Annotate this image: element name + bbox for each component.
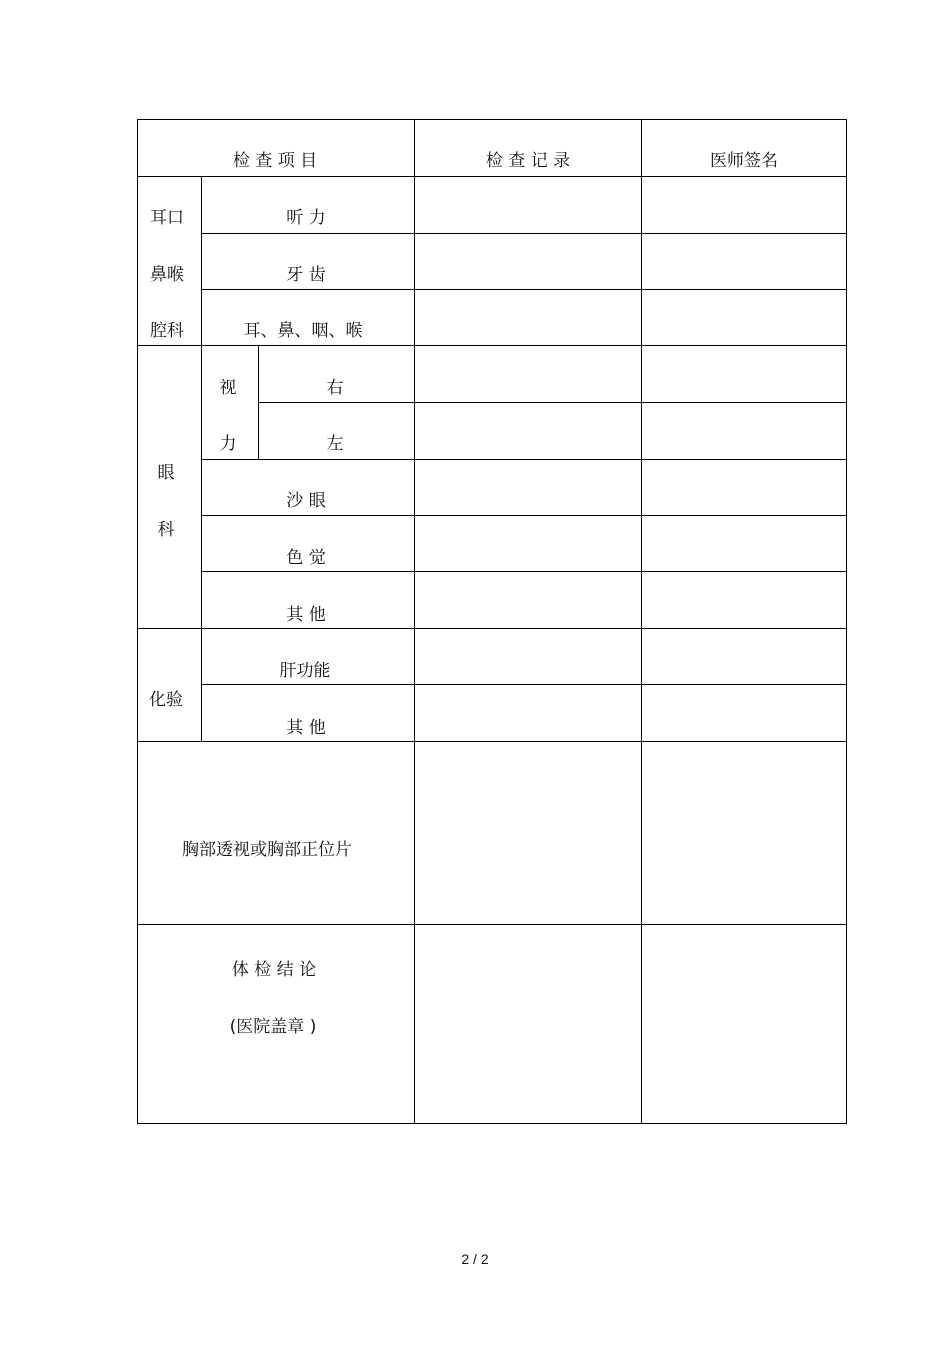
ent-group-label-3: 腔科 (150, 321, 184, 341)
header-exam-item: 检 查 项 目 (232, 151, 318, 171)
ent-hearing-label: 听 力 (286, 208, 326, 228)
color-vision-label: 色 觉 (286, 548, 326, 568)
vision-label-1: 视 (219, 378, 237, 398)
liver-function-label: 肝功能 (279, 661, 331, 681)
chest-xray-label: 胸部透视或胸部正位片 (182, 840, 352, 860)
page-number: 2 / 2 (461, 1251, 489, 1267)
lab-other-label: 其 他 (286, 718, 326, 738)
ent-items-label: 耳、鼻、咽、喉 (243, 321, 363, 341)
trachoma-label: 沙 眼 (286, 491, 326, 511)
ent-teeth-label: 牙 齿 (286, 265, 326, 285)
header-doctor-signature: 医师签名 (710, 151, 778, 171)
vision-label-2: 力 (219, 434, 237, 454)
eye-group-label-1: 眼 (157, 463, 175, 483)
ent-group-label-1: 耳口 (150, 208, 184, 228)
lab-group-label: 化验 (149, 690, 183, 710)
ent-group-label-2: 鼻喉 (150, 265, 184, 285)
vision-right-label: 右 (326, 378, 344, 398)
hospital-stamp-label: (医院盖章 ) (229, 1017, 317, 1037)
exam-conclusion-label: 体 检 结 论 (231, 960, 317, 980)
eye-other-label: 其 他 (286, 605, 326, 625)
header-exam-record: 检 查 记 录 (485, 151, 571, 171)
eye-group-label-2: 科 (157, 520, 175, 540)
vision-left-label: 左 (326, 434, 344, 454)
